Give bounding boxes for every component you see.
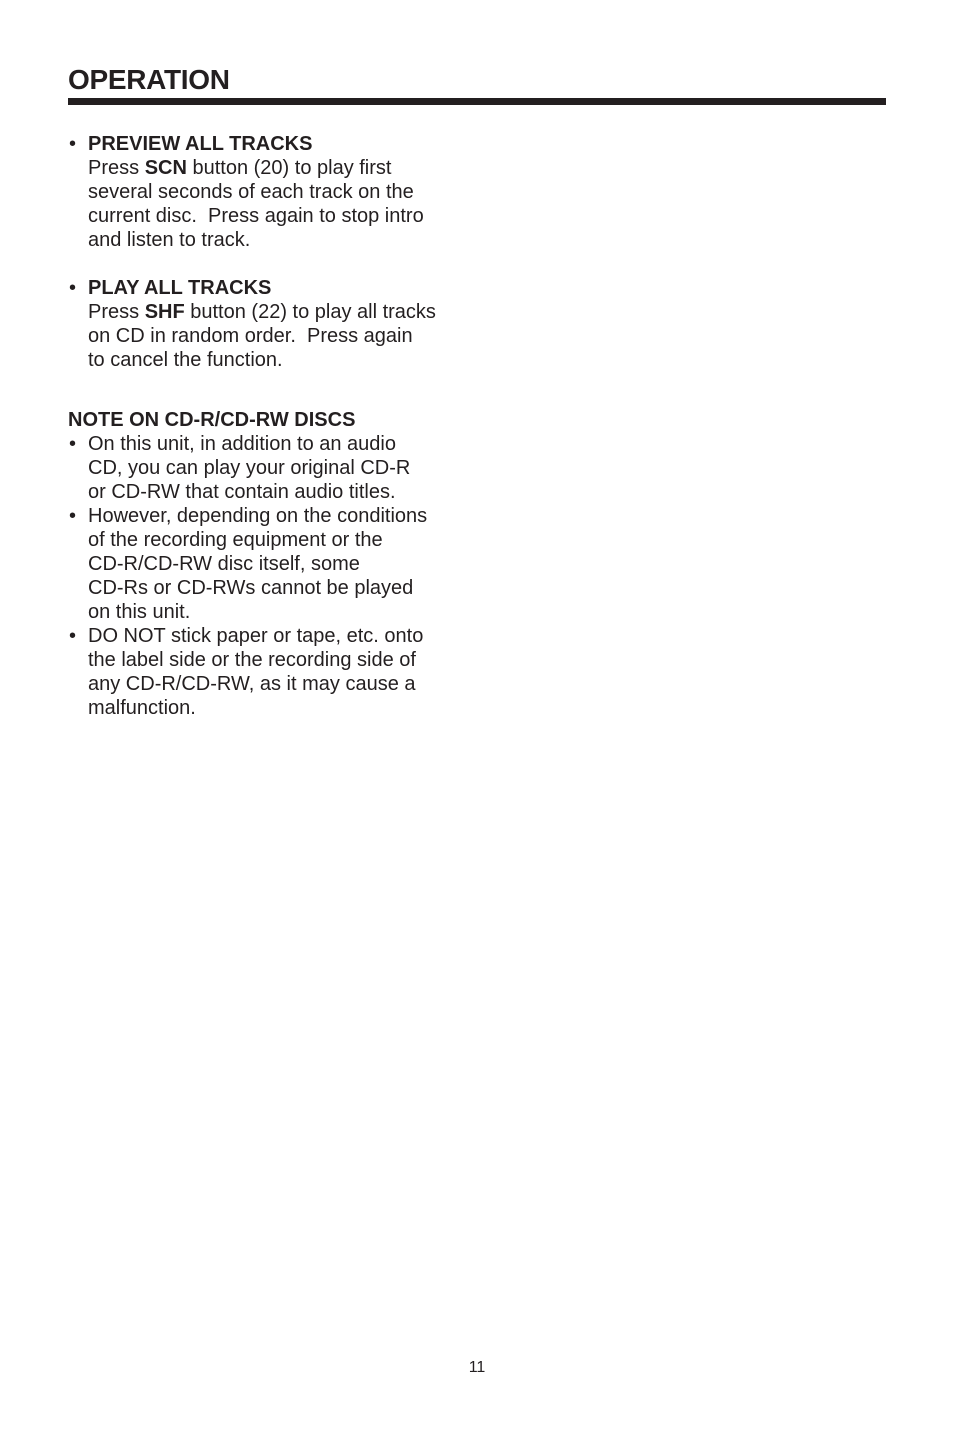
play-all-line-1 <box>88 300 468 324</box>
note-item-3-line-1: DO NOT stick paper or tape, etc. onto <box>88 625 424 647</box>
play-all-line-1-prefix: Press <box>88 301 145 323</box>
preview-line-1 <box>88 156 468 180</box>
note-item-2 <box>68 504 468 624</box>
shf-button-label: SHF <box>144 301 185 323</box>
play-all-line-1-suffix: button (22) to play all tracks <box>184 301 436 323</box>
page-title: OPERATION <box>68 64 230 95</box>
note-item-3-line-3: any CD-R/CD-RW, as it may cause a <box>88 673 416 695</box>
note-item-3-line-2: the label side or the recording side of <box>88 649 416 671</box>
content-column <box>68 132 468 720</box>
spacer <box>68 252 468 276</box>
preview-line-4: and listen to track. <box>88 229 251 251</box>
preview-line-2: several seconds of each track on the <box>88 181 414 203</box>
preview-line-1-prefix: Press <box>88 157 145 179</box>
note-item-2-line-1: However, depending on the conditions <box>88 505 428 527</box>
note-item-1-line-1: On this unit, in addition to an audio <box>88 433 396 455</box>
title-rule <box>68 98 886 105</box>
page-number: 11 <box>468 1359 486 1376</box>
preview-line-3: current disc. Press again to stop intro <box>88 205 424 227</box>
bullet-mark: • <box>69 433 77 455</box>
note-item-2-line-2: of the recording equipment or the <box>88 529 383 551</box>
note-item-2-line-3: CD-R/CD-RW disc itself, some <box>88 553 360 575</box>
preview-all-tracks-heading: PREVIEW ALL TRACKS <box>88 133 313 155</box>
bullet-mark: • <box>69 625 77 647</box>
play-all-tracks-item <box>68 276 468 372</box>
bullet-mark: • <box>69 505 77 527</box>
note-item-3-line-4: malfunction. <box>88 697 196 719</box>
play-all-line-2: on CD in random order. Press again <box>88 325 413 347</box>
scn-button-label: SCN <box>144 157 187 179</box>
note-item-1-line-2: CD, you can play your original CD-R <box>88 457 411 479</box>
play-all-line-3: to cancel the function. <box>88 349 283 371</box>
note-item-1-line-3: or CD-RW that contain audio titles. <box>88 481 396 503</box>
preview-all-tracks-item <box>68 132 468 252</box>
bullet-mark: • <box>69 133 77 155</box>
note-item-2-line-5: on this unit. <box>88 601 191 623</box>
note-item-1 <box>68 432 468 504</box>
spacer <box>68 372 468 408</box>
note-item-3 <box>68 624 468 720</box>
note-item-2-line-4: CD-Rs or CD-RWs cannot be played <box>88 577 414 599</box>
bullet-mark: • <box>69 277 77 299</box>
preview-line-1-suffix: button (20) to play first <box>186 157 392 179</box>
note-heading: NOTE ON CD-R/CD-RW DISCS <box>68 409 356 431</box>
play-all-tracks-heading: PLAY ALL TRACKS <box>88 277 272 299</box>
